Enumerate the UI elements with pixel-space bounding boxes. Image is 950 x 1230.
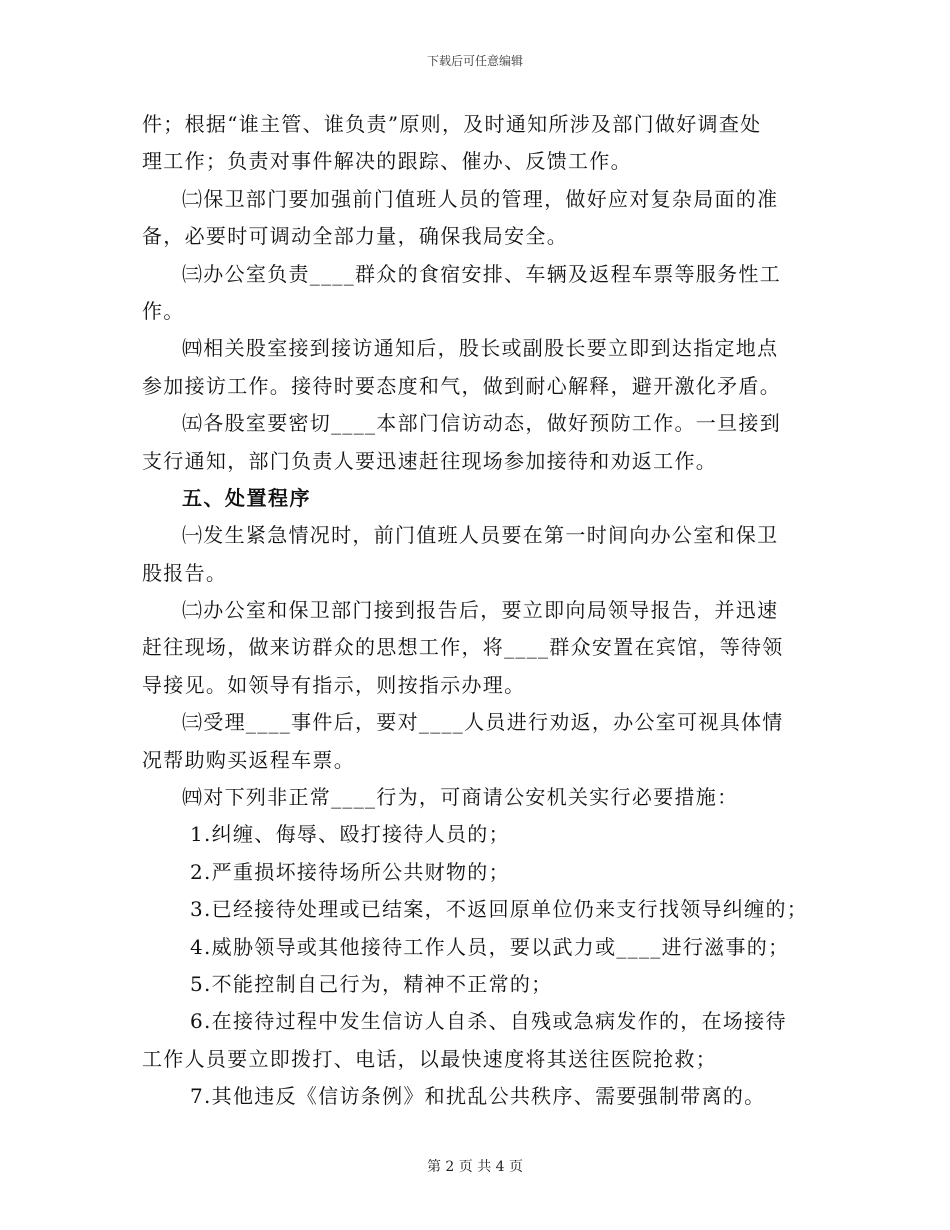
page-header: 下载后可任意编辑 (426, 54, 523, 68)
paragraph-line: ㈢办公室负责____群众的食宿安排、车辆及返程车票等服务性工 (182, 261, 781, 286)
paragraph-line: 工作人员要立即拨打、电话，以最快速度将其送往医院抢救； (142, 1046, 718, 1071)
list-item: 5.不能控制自己行为，精神不正常的； (190, 971, 553, 996)
list-item: 6.在接待过程中发生信访人自杀、自残或急病发作的，在场接待 (190, 1009, 787, 1034)
paragraph-line: ㈡办公室和保卫部门接到报告后，要立即向局领导报告，并迅速 (182, 598, 779, 623)
paragraph-line: 赶往现场，做来访群众的思想工作，将____群众安置在宾馆，等待领 (142, 635, 784, 660)
paragraph-line: ㈣对下列非正常____行为，可商请公安机关实行必要措施： (182, 785, 739, 810)
list-item: 7.其他违反《信访条例》和扰乱公共秩序、需要强制带离的。 (190, 1084, 766, 1109)
paragraph-line: ㈢受理____事件后，要对____人员进行劝返，办公室可视具体情 (182, 710, 784, 735)
paragraph-line: ㈤各股室要密切____本部门信访动态，做好预防工作。一旦接到 (182, 411, 781, 436)
list-item: 2.严重损坏接待场所公共财物的； (190, 859, 510, 884)
list-item: 4.威胁领导或其他接待工作人员，要以武力或____进行滋事的； (190, 934, 790, 959)
paragraph-line: 作。 (142, 298, 185, 323)
paragraph-line: 况帮助购买返程车票。 (142, 747, 355, 772)
paragraph-line: 导接见。如领导有指示，则按指示办理。 (142, 672, 526, 697)
paragraph-line: ㈠发生紧急情况时，前门值班人员要在第一时间向办公室和保卫 (182, 523, 779, 548)
list-item: 1.纠缠、侮辱、殴打接待人员的； (190, 822, 510, 847)
list-item: 3.已经接待处理或已结案，不返回原单位仍来支行找领导纠缠的； (190, 897, 809, 922)
page-number: 第 2 页 共 4 页 (426, 1159, 524, 1175)
paragraph-line: ㈡保卫部门要加强前门值班人员的管理，做好应对复杂局面的准 (182, 186, 779, 211)
paragraph-line: ㈣相关股室接到接访通知后，股长或副股长要立即到达指定地点 (182, 336, 779, 361)
paragraph-line: 支行通知，部门负责人要迅速赶往现场参加接待和劝返工作。 (142, 448, 718, 473)
paragraph-line: 股报告。 (142, 560, 228, 585)
paragraph-line: 备，必要时可调动全部力量，确保我局安全。 (142, 224, 568, 249)
paragraph-line: 件；根据“谁主管、谁负责”原则，及时通知所涉及部门做好调查处 (142, 112, 762, 136)
document-body (142, 106, 814, 1116)
paragraph-line: 理工作；负责对事件解决的跟踪、催办、反馈工作。 (142, 149, 632, 174)
paragraph-line: 参加接访工作。接待时要态度和气，做到耐心解释，避开激化矛盾。 (142, 373, 781, 398)
section-heading: 五、处置程序 (182, 485, 311, 510)
